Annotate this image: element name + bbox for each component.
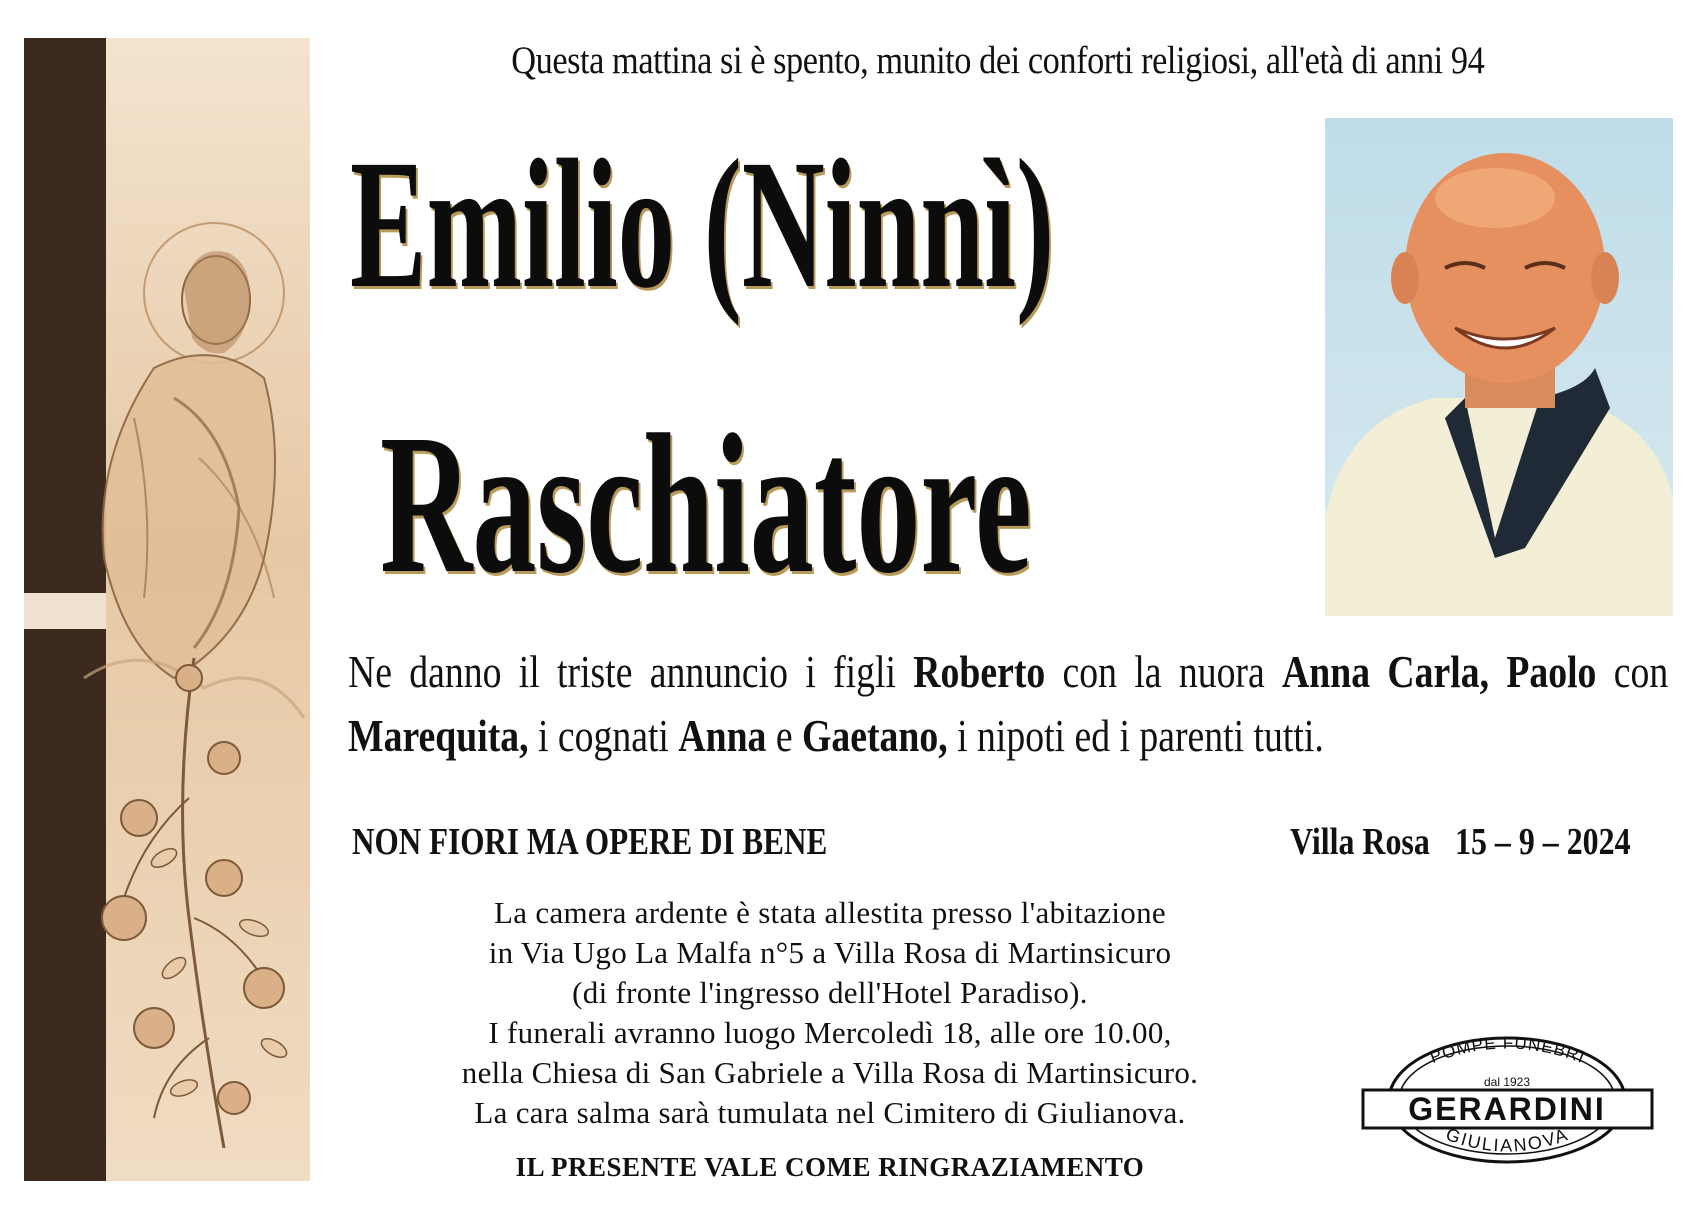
gerardini-logo [1355, 1020, 1660, 1170]
announcement-text: i nipoti ed i parenti tutti. [947, 710, 1324, 761]
religious-image-panel [24, 38, 310, 1181]
details-line: La cara salma sarà tumulata nel Cimitero di Giulianova. [474, 1095, 1186, 1130]
announcement-text: e [766, 710, 803, 761]
son-name: Roberto [913, 646, 1046, 697]
intro-line: Questa mattina si è spento, munito dei conforti religiosi, all'età di anni 94 [511, 39, 1485, 82]
logo-since-text: dal 1923 [1483, 1075, 1531, 1089]
place: Villa Rosa [1290, 821, 1430, 863]
announcement-text: con [1596, 646, 1669, 697]
in-law-name: Anna [678, 710, 767, 761]
in-law-name: Gaetano, [802, 710, 948, 761]
logo-city-text: GIULIANOVA [1443, 1123, 1572, 1156]
funeral-details [330, 893, 1330, 1133]
daughter-in-law-name: Anna Carla, [1282, 646, 1490, 697]
partner-name: Marequita, [348, 710, 529, 761]
place-and-date [1290, 820, 1631, 864]
thanks-note: IL PRESENTE VALE COME RINGRAZIAMENTO [515, 1152, 1145, 1182]
details-line: La camera ardente è stata allestita presso l'abitazione [494, 895, 1166, 930]
deceased-last-name: Raschiatore [380, 394, 1032, 615]
family-announcement [348, 640, 1668, 768]
deceased-first-name: Emilio (Ninnì) [350, 122, 1055, 327]
son-name: Paolo [1506, 646, 1597, 697]
announcement-text: con la nuora [1045, 646, 1283, 697]
logo-brand-text: GERARDINI [1408, 1091, 1606, 1127]
logo-top-text: POMPE FUNEBRI [1427, 1033, 1588, 1068]
christ-and-roses-illustration [24, 38, 310, 1181]
announcement-text: i cognati [528, 710, 679, 761]
details-line: I funerali avranno luogo Mercoledì 18, alle ore 10.00, [488, 1015, 1172, 1050]
details-line: in Via Ugo La Malfa n°5 a Villa Rosa di Martinsicuro [488, 935, 1172, 970]
no-flowers-note: NON FIORI MA OPERE DI BENE [352, 821, 828, 863]
date: 15 – 9 – 2024 [1455, 821, 1631, 863]
announcement-text: Ne danno il triste annuncio i figli [348, 646, 914, 697]
deceased-portrait-photo [1325, 118, 1673, 616]
details-line: (di fronte l'ingresso dell'Hotel Paradiso). [572, 975, 1088, 1010]
details-line: nella Chiesa di San Gabriele a Villa Rosa di Martinsicuro. [461, 1055, 1199, 1090]
